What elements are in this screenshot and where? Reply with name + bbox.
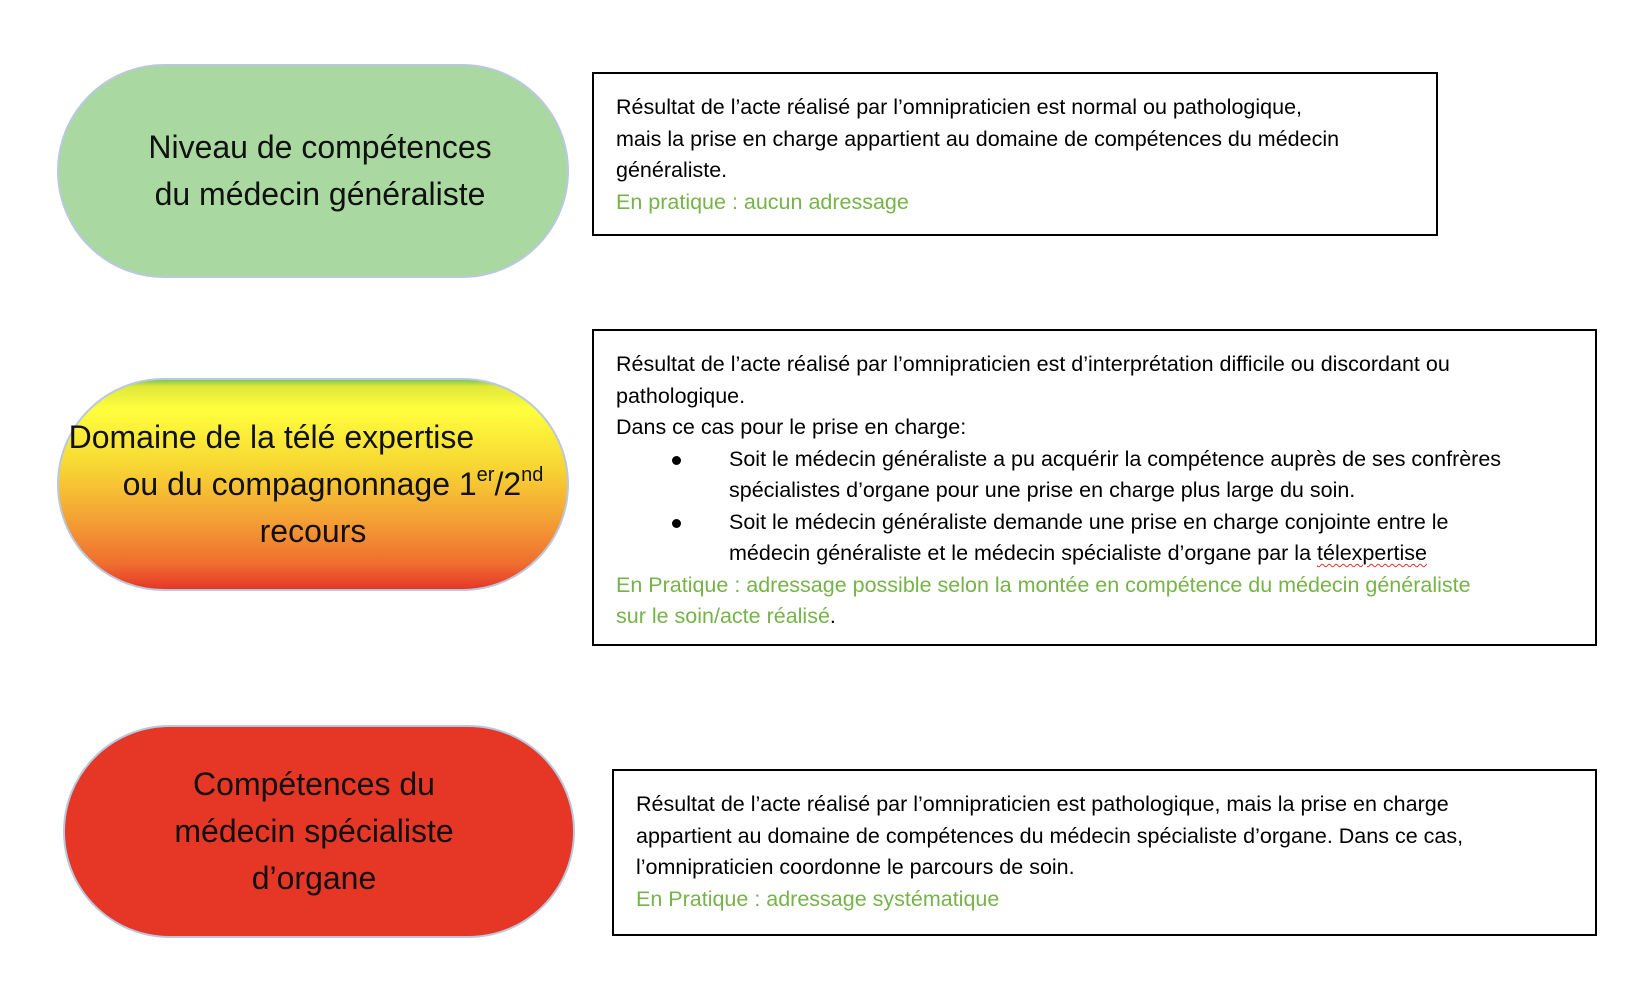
level-specialist-pill — [63, 725, 575, 938]
practice-text: En pratique : aucun adressage — [616, 189, 909, 214]
level-label-line: Compétences du — [193, 766, 435, 802]
description-line: Dans ce cas pour le prise en charge: — [616, 415, 967, 439]
practice-text: En Pratique : adressage possible selon la montée en compétence du médecin généraliste — [616, 572, 1471, 597]
bullet-dot-icon — [672, 456, 681, 465]
practice-text: En Pratique : adressage systématique — [636, 886, 1000, 911]
practice-text: sur le soin/acte réalisé — [616, 604, 830, 628]
bullet-line — [729, 538, 1573, 570]
level-specialist-label — [174, 761, 453, 902]
description-box-specialist — [612, 769, 1597, 936]
bullet-line: Soit le médecin généraliste a pu acquérir la compétence auprès de ses confrères — [729, 446, 1502, 471]
bullet-line: spécialistes d’organe pour une prise en charge plus large du soin. — [729, 478, 1356, 502]
description-line: Résultat de l’acte réalisé par l’omnipraticien est normal ou pathologique, — [616, 95, 1302, 119]
level-teleexpertise-label — [68, 414, 544, 555]
description-line: pathologique. — [616, 383, 746, 408]
level-label-superscript: er — [476, 464, 495, 486]
description-box-teleexpertise — [592, 329, 1597, 646]
level-generalist-label — [148, 124, 491, 218]
bullet-dot-icon — [672, 519, 681, 528]
bullet-list — [616, 444, 1573, 570]
level-label-superscript: nd — [521, 464, 544, 486]
level-label-line: du médecin généraliste — [154, 176, 486, 212]
description-box-generalist — [592, 72, 1438, 236]
practice-end: . — [829, 604, 836, 628]
level-label-line: médecin spécialiste — [174, 813, 454, 849]
description-line: mais la prise en charge appartient au domaine de compétences du médecin — [616, 126, 1340, 151]
description-line: Résultat de l’acte réalisé par l’omnipraticien est d’interprétation difficile ou discordant ou — [616, 352, 1450, 376]
bullet-item — [729, 507, 1573, 570]
level-label-text: /2 — [494, 466, 522, 502]
practice-text-line — [616, 601, 1573, 633]
level-label-line: Domaine de la télé expertise — [68, 419, 475, 455]
level-label-line: d’organe — [251, 860, 377, 896]
description-line: appartient au domaine de compétences du médecin spécialiste d’organe. Dans ce cas, — [636, 823, 1464, 848]
bullet-item — [729, 444, 1573, 507]
bullet-line: Soit le médecin généraliste demande une prise en charge conjointe entre le — [729, 509, 1449, 534]
level-label-line: recours — [259, 513, 367, 549]
description-line: Résultat de l’acte réalisé par l’omnipraticien est pathologique, mais la prise en charge — [636, 792, 1449, 816]
level-label-line — [123, 461, 544, 508]
level-label-line: Niveau de compétences — [148, 129, 492, 165]
level-label-text: ou du compagnonnage 1 — [122, 466, 477, 502]
level-generalist-pill — [57, 64, 569, 278]
description-line: l’omnipraticien coordonne le parcours de soin. — [636, 855, 1075, 879]
bullet-text: médecin généraliste et le médecin spécialiste d’organe par la — [729, 541, 1318, 565]
spellcheck-underlined-word: télexpertise — [1317, 541, 1427, 565]
level-teleexpertise-pill — [57, 378, 569, 591]
description-line: généraliste. — [616, 158, 728, 182]
